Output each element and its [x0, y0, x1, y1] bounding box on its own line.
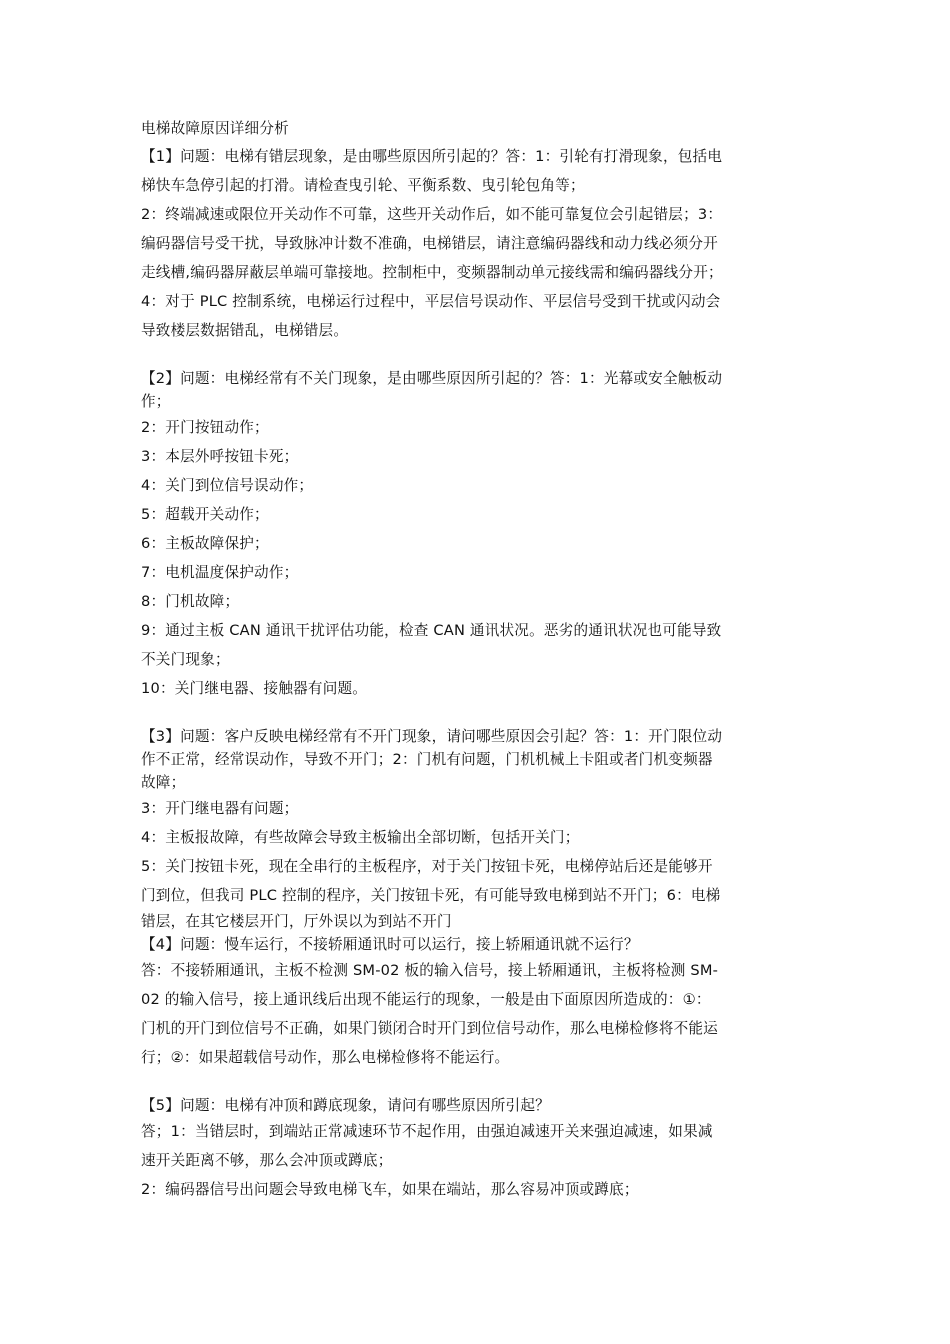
text-line: 5：超载开关动作；: [141, 506, 269, 523]
text-line: 8：门机故障；: [141, 593, 240, 610]
text-line: 行；②：如果超载信号动作，那么电梯检修将不能运行。: [141, 1049, 510, 1066]
text-line: 走线槽,编码器屏蔽层单端可靠接地。控制柜中，变频器制动单元接线需和编码器线分开；: [141, 264, 723, 281]
text-line: 【2】问题：电梯经常有不关门现象，是由哪些原因所引起的？答：1：光幕或安全触板动: [141, 370, 723, 387]
text-line: 2：终端减速或限位开关动作不可靠，这些开关动作后，如不能可靠复位会引起错层；3：: [141, 206, 723, 223]
text-line: 7：电机温度保护动作；: [141, 564, 299, 581]
text-line: 4：关门到位信号误动作；: [141, 477, 314, 494]
text-line: 门到位，但我司 PLC 控制的程序，关门按钮卡死，有可能导致电梯到站不开门；6：电梯: [141, 887, 721, 904]
text-line: 作不正常，经常误动作，导致不开门；2：门机有问题，门机机械上卡阻或者门机变频器: [141, 751, 713, 768]
text-line: 4：主板报故障，有些故障会导致主板输出全部切断，包括开关门；: [141, 829, 580, 846]
text-line: 故障；: [141, 774, 186, 791]
text-line: 不关门现象；: [141, 651, 230, 668]
text-line: 10：关门继电器、接触器有问题。: [141, 680, 368, 697]
text-line: 答：不接轿厢通讯，主板不检测 SM-02 板的输入信号，接上轿厢通讯，主板将检测 SM-: [141, 962, 719, 979]
document-title: 电梯故障原因详细分析: [141, 120, 289, 137]
text-line: 【1】问题：电梯有错层现象，是由哪些原因所引起的？答：1：引轮有打滑现象，包括电: [141, 148, 723, 165]
text-line: 6：主板故障保护；: [141, 535, 269, 552]
text-line: 门机的开门到位信号不正确，如果门锁闭合时开门到位信号动作，那么电梯检修将不能运: [141, 1020, 718, 1037]
text-line: 5：关门按钮卡死，现在全串行的主板程序，对于关门按钮卡死，电梯停站后还是能够开: [141, 858, 713, 875]
text-line: 4：对于 PLC 控制系统，电梯运行过程中，平层信号误动作、平层信号受到干扰或闪动会: [141, 293, 721, 310]
text-line: 【5】问题：电梯有冲顶和蹲底现象，请问有哪些原因所引起？: [141, 1097, 550, 1114]
paragraph-spacer: [141, 345, 813, 367]
text-line: 导致楼层数据错乱，电梯错层。: [141, 322, 349, 339]
text-line: 3：本层外呼按钮卡死；: [141, 448, 299, 465]
text-line: 错层，在其它楼层开门，厅外误以为到站不开门: [141, 913, 452, 930]
paragraph-spacer: [141, 703, 813, 725]
text-line: 编码器信号受干扰，导致脉冲计数不准确，电梯错层，请注意编码器线和动力线必须分开: [141, 235, 718, 252]
text-line: 答；1：当错层时，到端站正常减速环节不起作用，由强迫减速开关来强迫减速，如果减: [141, 1123, 713, 1140]
text-line: 【4】问题：慢车运行，不接轿厢通讯时可以运行，接上轿厢通讯就不运行？: [141, 936, 639, 953]
text-line: 【3】问题：客户反映电梯经常有不开门现象，请问哪些原因会引起？答：1：开门限位动: [141, 728, 723, 745]
text-line: 速开关距离不够，那么会冲顶或蹲底；: [141, 1152, 393, 1169]
paragraph-spacer: [141, 1072, 813, 1094]
text-line: 02 的输入信号，接上通讯线后出现不能运行的现象，一般是由下面原因所造成的：①：: [141, 991, 711, 1008]
text-line: 2：编码器信号出问题会导致电梯飞车，如果在端站，那么容易冲顶或蹲底；: [141, 1181, 639, 1198]
document-page: [141, 116, 813, 1204]
text-line: 3：开门继电器有问题；: [141, 800, 299, 817]
text-line: 梯快车急停引起的打滑。请检查曳引轮、平衡系数、曳引轮包角等；: [141, 177, 585, 194]
text-line: 9：通过主板 CAN 通讯干扰评估功能，检查 CAN 通讯状况。恶劣的通讯状况也可能导致: [141, 622, 722, 639]
text-line: 作；: [141, 393, 171, 410]
text-line: 2：开门按钮动作；: [141, 419, 269, 436]
